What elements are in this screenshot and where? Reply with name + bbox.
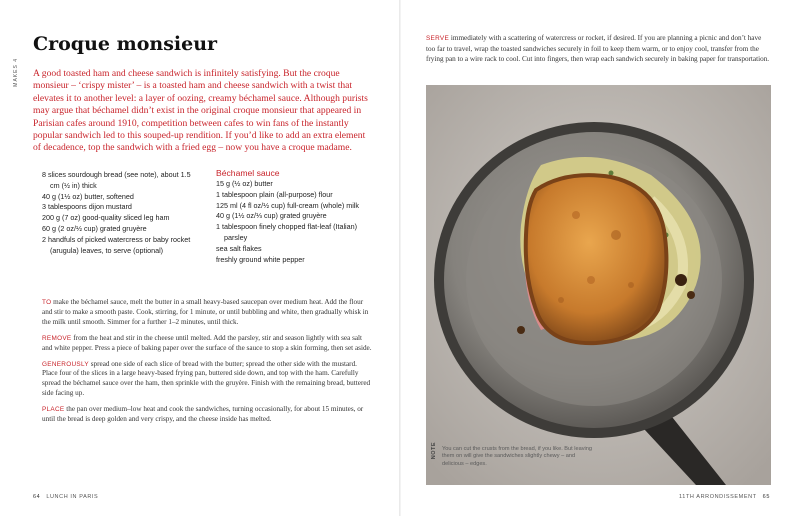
step-lead-word: GENEROUSLY (42, 360, 89, 368)
method-step (42, 334, 374, 354)
ingredient-item: 40 g (1½ oz/⅓ cup) grated gruyère (216, 211, 327, 221)
left-folio (33, 494, 98, 500)
sandwich-in-pan-illustration (426, 85, 771, 485)
ingredient-item: 3 tablespoons dijon mustard (42, 202, 132, 212)
ingredient-item: 200 g (7 oz) good-quality sliced leg ham (42, 213, 170, 223)
ingredient-item: 1 tablespoon finely chopped flat-leaf (Italian) parsley (216, 222, 358, 242)
step-text: spread one side of each slice of bread with the butter; spread the other side with the mustard. Place four of the slices in a large heavy-based frying pan, buttered side down, and top with the ham. Carefully spread the béchamel sauce over the ham, then sprinkle with the gruyère. Finish with the remaining bread, buttered side facing up. (42, 359, 371, 398)
page-gutter (399, 0, 401, 516)
yield-side-tab: MAKES 4 (13, 58, 19, 87)
ingredient-item: 15 g (½ oz) butter (216, 179, 273, 188)
step-text: make the béchamel sauce, melt the butter in a small heavy-based saucepan over medium heat. Add the flour and stir to make a smooth paste. Cook, stirring, for 1 minute, or until bubbling and white, then gradually whisk in the milk until smooth. Simmer for a further 1–2 minutes, until thick. (42, 298, 369, 326)
ingredient-item: 8 slices sourdough bread (see note), about 1.5 cm (½ in) thick (42, 170, 191, 190)
right-folio (679, 494, 770, 500)
step-text: immediately with a scattering of watercress or rocket, if desired. If you are planning a picnic and don’t have too far to travel, wrap the toasted sandwiches securely in foil to keep them warm, or to enjoy cool, transfer from the frying pan to a wire rack to cool. Cut into fingers, then wrap each sandwich securely in baking paper for transportation. (426, 34, 770, 63)
method-step (42, 360, 374, 400)
bechamel-list (216, 167, 376, 265)
note-text: You can cut the crusts from the bread, if you like. But leaving them on will give the sandwiches slightly chewy – and delicious – edges. (442, 446, 592, 467)
running-head: 11TH ARRONDISSEMENT (679, 494, 757, 500)
method-steps (42, 298, 374, 431)
step-lead-word: SERVE (426, 35, 450, 42)
step-lead-word: REMOVE (42, 334, 72, 342)
ingredient-item: 1 tablespoon plain (all-purpose) flour (216, 189, 333, 199)
step-text: from the heat and stir in the cheese until melted. Add the parsley, stir and season lightly with sea salt and white pepper. Press a piece of baking paper over the surface of the sauce to stop a skin forming, then set aside. (42, 333, 372, 352)
ingredients-list (42, 170, 202, 256)
bechamel-heading: Béchamel sauce (216, 168, 280, 178)
page-number: 64 (33, 494, 41, 500)
serve-step (426, 33, 771, 64)
page-number: 65 (762, 494, 770, 500)
recipe-intro: A good toasted ham and cheese sandwich is infinitely satisfying. But the croque monsieur – ‘crispy mister’ – is a toasted ham and cheese sandwich with a twist that elevates it to another level: a layer of oozing, creamy béchamel sauce. Although purists may argue that béchamel didn’t exist in the original croque monsieur that appeared in Parisian cafes around 1910, competition between cafes to win fans of the instantly popular sandwich led to this souped-up rendition. If you’d like to add an extra element of decadence, top the sandwich with a fried egg – now you have a croque madame. (33, 68, 368, 154)
ingredient-item: freshly ground white pepper (216, 254, 305, 264)
recipe-title: Croque monsieur (33, 33, 218, 55)
ingredient-item: 2 handfuls of picked watercress or baby rocket (arugula) leaves, to serve (optional) (42, 234, 191, 255)
ingredient-item: 125 ml (4 fl oz/½ cup) full-cream (whole) milk (216, 200, 359, 210)
method-step (42, 405, 374, 425)
ingredient-item: 40 g (1½ oz) butter, softened (42, 191, 134, 201)
note-label: NOTE (431, 442, 437, 460)
ingredient-item: sea salt flakes (216, 243, 262, 253)
step-text: the pan over medium–low heat and cook the sandwiches, turning occasionally, for about 15 minutes, or until the bread is deep golden and very crispy, and the cheese inside has melted. (42, 405, 364, 424)
ingredient-item: 60 g (2 oz/½ cup) grated gruyère (42, 223, 147, 233)
recipe-photo (426, 85, 771, 485)
running-head: LUNCH IN PARIS (46, 494, 99, 500)
method-step (42, 298, 374, 328)
step-lead-word: PLACE (42, 406, 65, 414)
step-lead-word: TO (42, 299, 52, 306)
